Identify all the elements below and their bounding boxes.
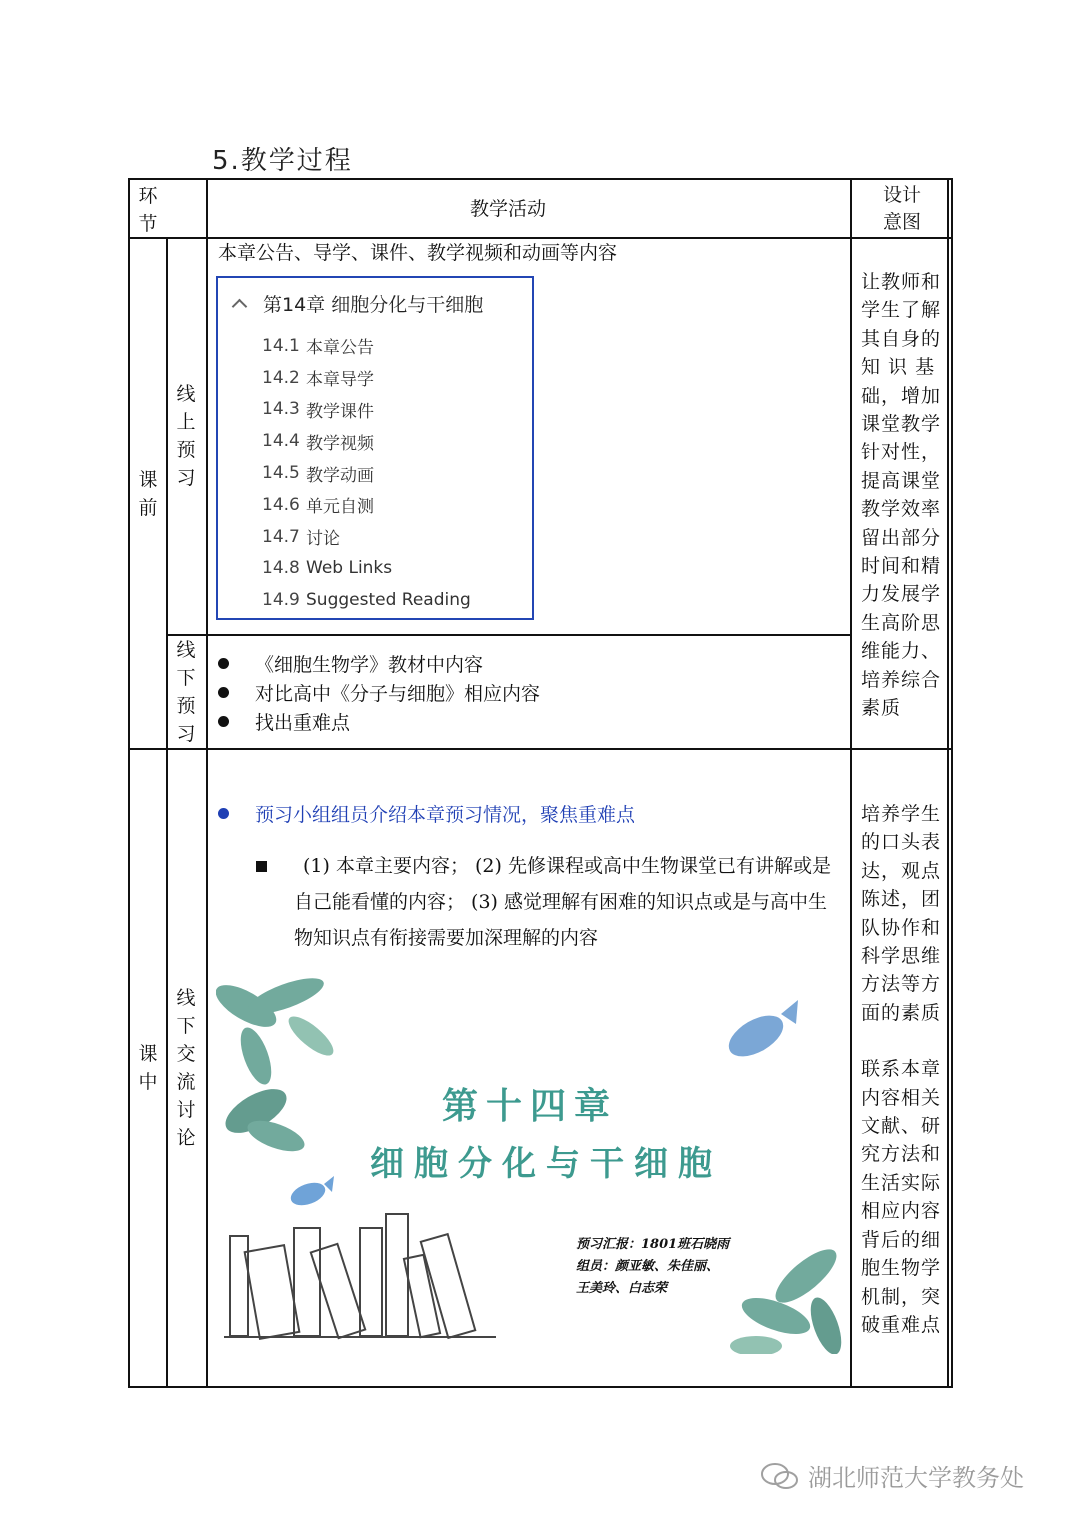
chevron-up-icon[interactable] bbox=[232, 298, 248, 314]
online-intro: 本章公告、导学、课件、教学视频和动画等内容 bbox=[218, 242, 618, 264]
header-stage: 环 节 bbox=[138, 185, 158, 235]
toc-chapter-header[interactable] bbox=[234, 290, 483, 317]
offline-bullets bbox=[218, 649, 540, 736]
bullet-icon bbox=[218, 658, 229, 669]
design-intent-pre-class: 让教师和 学生了解 其自身的 知 识 基 础，增加 课堂教学 针对性， 提高课堂 教学效率 留出部分 时间和精 力发展学 生高阶思 维能力、 培养综合 素质 bbox=[861, 271, 942, 720]
slide-title-chapter: 第十四章 bbox=[441, 1085, 618, 1127]
chapter-cover-slide bbox=[216, 966, 844, 1354]
stage-in-class: 课 中 bbox=[138, 1043, 158, 1093]
toc-item[interactable]: 14.2 本章导学 bbox=[262, 367, 374, 391]
bullet-icon bbox=[218, 716, 229, 727]
wechat-icon bbox=[760, 1460, 800, 1492]
divider bbox=[168, 634, 850, 636]
toc-item[interactable]: 14.1 本章公告 bbox=[262, 335, 374, 359]
header-activity: 教学活动 bbox=[470, 198, 547, 220]
leaf-decoration-icon bbox=[216, 971, 339, 1157]
stage-pre-class: 课 前 bbox=[138, 469, 158, 519]
toc-item[interactable]: 14.4 教学视频 bbox=[262, 431, 374, 454]
square-bullet-icon bbox=[256, 861, 267, 872]
list-item: 找出重难点 bbox=[218, 707, 540, 736]
fish-icon bbox=[722, 1000, 798, 1065]
bullet-icon bbox=[218, 687, 229, 698]
sub-point: (1) 本章主要内容； (2) 先修课程或高中生物课堂已有讲解或是 自己能看懂的内容； (3) 感觉理解有困难的知识点或是与高中生 物知识点有衔接需要加深理解的内容 bbox=[256, 848, 846, 956]
toc-item[interactable]: 14.8 Web Links bbox=[262, 558, 393, 579]
toc-list bbox=[262, 330, 471, 616]
leaf-decoration-icon bbox=[730, 1241, 844, 1354]
divider bbox=[850, 180, 852, 1388]
label-offline-discussion: 线 下 交 流 讨 论 bbox=[176, 987, 196, 1149]
bullet-icon bbox=[218, 808, 229, 819]
list-item: 对比高中《分子与细胞》相应内容 bbox=[218, 678, 540, 707]
divider bbox=[130, 237, 951, 239]
books-illustration-icon bbox=[224, 1214, 496, 1339]
label-online-preview: 线 上 预 习 bbox=[176, 383, 196, 489]
label-offline-preview: 线 下 预 习 bbox=[176, 639, 196, 745]
toc-item[interactable]: 14.3 教学课件 bbox=[262, 399, 374, 422]
header-intent: 设计 意图 bbox=[882, 184, 921, 233]
toc-item[interactable]: 14.6 单元自测 bbox=[262, 494, 374, 518]
watermark: 湖北师范大学教务处 bbox=[760, 1458, 1024, 1493]
toc-item[interactable]: 14.7 讨论 bbox=[262, 526, 340, 550]
slide-title-topic: 细胞分化与干细胞 bbox=[370, 1144, 722, 1184]
divider bbox=[206, 180, 208, 1388]
divider bbox=[947, 180, 949, 1388]
toc-item[interactable]: 14.9 Suggested Reading bbox=[262, 590, 471, 611]
chapter-toc-panel bbox=[216, 276, 534, 620]
design-intent-in-class: 培养学生 的口头表 达，观点 陈述，团 队协作和 科学思维 方法等方 面的素质 联系本章 内容相关 文献、研 究方法和 生活实际 相应内容 背后的细 胞生物学 机制，突 破重难点 bbox=[861, 803, 942, 1336]
toc-item[interactable]: 14.5 教学动画 bbox=[262, 463, 374, 486]
section-title: 5.教学过程 bbox=[212, 146, 353, 176]
slide-presenter-info: 预习汇报：1801班石晓雨 组员：颜亚敏、朱佳丽、 王美玲、白志荣 bbox=[576, 1237, 730, 1296]
highlight-bullet: 预习小组组员介绍本章预习情况，聚焦重难点 bbox=[218, 800, 635, 827]
divider bbox=[166, 238, 168, 1388]
toc-chapter-title: 第14章 细胞分化与干细胞 bbox=[263, 294, 484, 316]
divider bbox=[130, 748, 951, 750]
list-item: 《细胞生物学》教材中内容 bbox=[218, 649, 540, 678]
